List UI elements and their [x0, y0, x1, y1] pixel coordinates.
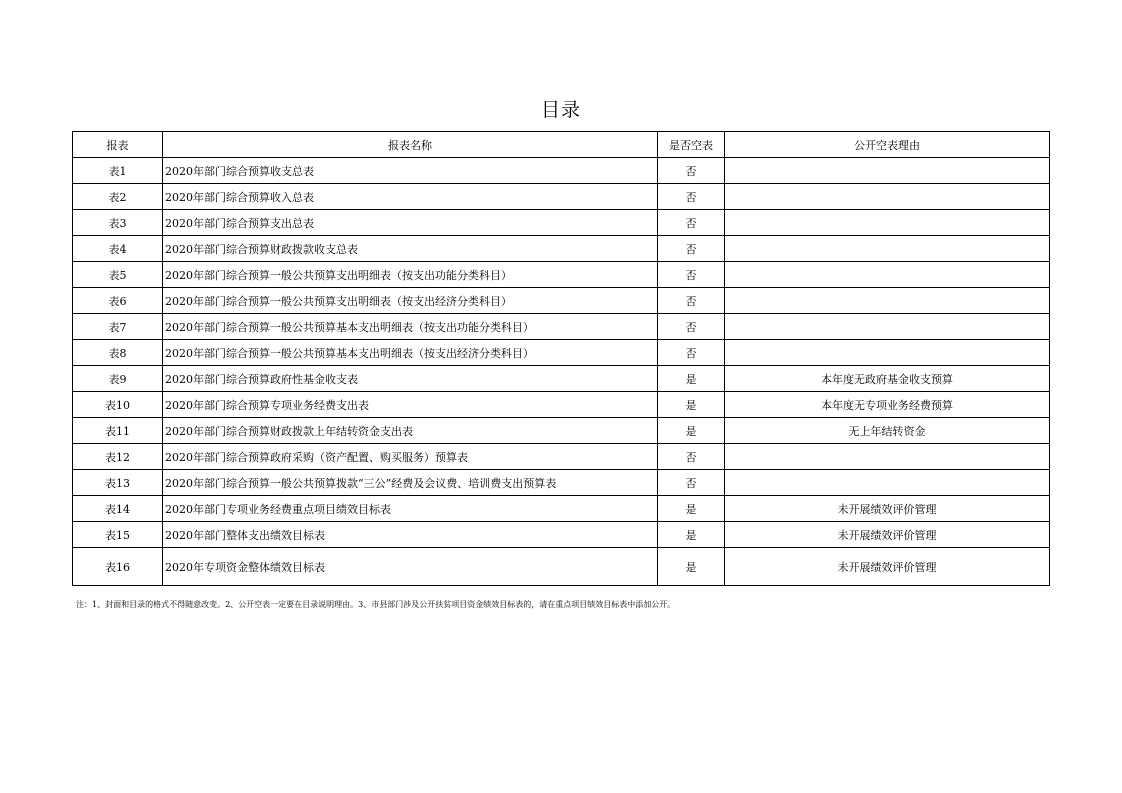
cell-is-empty: 否: [658, 184, 725, 210]
cell-is-empty: 是: [658, 496, 725, 522]
table-row: [73, 366, 1050, 392]
cell-report-name: 2020年部门综合预算政府采购（资产配置、购买服务）预算表: [163, 444, 658, 470]
cell-empty-reason: 未开展绩效评价管理: [725, 548, 1050, 586]
cell-report-id: 表2: [73, 184, 163, 210]
table-header-row: [73, 132, 1050, 158]
cell-report-id: 表13: [73, 470, 163, 496]
cell-report-name: 2020年部门综合预算收入总表: [163, 184, 658, 210]
cell-report-name: 2020年部门综合预算一般公共预算支出明细表（按支出功能分类科目）: [163, 262, 658, 288]
cell-report-name: 2020年部门综合预算收支总表: [163, 158, 658, 184]
cell-empty-reason: 本年度无政府基金收支预算: [725, 366, 1050, 392]
cell-empty-reason: [725, 314, 1050, 340]
cell-report-id: 表11: [73, 418, 163, 444]
table-row: [73, 522, 1050, 548]
cell-report-name: 2020年部门综合预算支出总表: [163, 210, 658, 236]
header-empty-reason: 公开空表理由: [725, 132, 1050, 158]
cell-report-name: 2020年部门综合预算财政拨款收支总表: [163, 236, 658, 262]
cell-empty-reason: [725, 444, 1050, 470]
cell-empty-reason: [725, 262, 1050, 288]
cell-report-name: 2020年部门综合预算一般公共预算支出明细表（按支出经济分类科目）: [163, 288, 658, 314]
cell-is-empty: 否: [658, 262, 725, 288]
cell-report-id: 表5: [73, 262, 163, 288]
cell-is-empty: 是: [658, 392, 725, 418]
cell-is-empty: 否: [658, 444, 725, 470]
table-row: [73, 548, 1050, 586]
table-row: [73, 496, 1050, 522]
cell-is-empty: 是: [658, 522, 725, 548]
cell-report-id: 表15: [73, 522, 163, 548]
cell-empty-reason: 本年度无专项业务经费预算: [725, 392, 1050, 418]
table-row: [73, 210, 1050, 236]
cell-report-id: 表3: [73, 210, 163, 236]
table-row: [73, 392, 1050, 418]
cell-report-id: 表12: [73, 444, 163, 470]
table-row: [73, 236, 1050, 262]
table-body: [73, 158, 1050, 586]
cell-report-name: 2020年部门综合预算专项业务经费支出表: [163, 392, 658, 418]
table-row: [73, 262, 1050, 288]
cell-is-empty: 是: [658, 418, 725, 444]
cell-empty-reason: [725, 470, 1050, 496]
table-row: [73, 444, 1050, 470]
cell-report-id: 表9: [73, 366, 163, 392]
cell-empty-reason: 未开展绩效评价管理: [725, 496, 1050, 522]
cell-report-id: 表16: [73, 548, 163, 586]
cell-is-empty: 是: [658, 548, 725, 586]
header-report: 报表: [73, 132, 163, 158]
cell-is-empty: 否: [658, 314, 725, 340]
cell-is-empty: 否: [658, 236, 725, 262]
cell-report-id: 表10: [73, 392, 163, 418]
cell-empty-reason: 未开展绩效评价管理: [725, 522, 1050, 548]
cell-report-name: 2020年部门整体支出绩效目标表: [163, 522, 658, 548]
table-row: [73, 158, 1050, 184]
header-report-name: 报表名称: [163, 132, 658, 158]
cell-empty-reason: [725, 236, 1050, 262]
table-row: [73, 184, 1050, 210]
cell-report-name: 2020年专项资金整体绩效目标表: [163, 548, 658, 586]
cell-report-name: 2020年部门专项业务经费重点项目绩效目标表: [163, 496, 658, 522]
cell-empty-reason: [725, 184, 1050, 210]
table-of-contents: [72, 131, 1050, 586]
cell-is-empty: 否: [658, 470, 725, 496]
header-is-empty: 是否空表: [658, 132, 725, 158]
cell-report-id: 表14: [73, 496, 163, 522]
table-row: [73, 288, 1050, 314]
cell-report-name: 2020年部门综合预算财政拨款上年结转资金支出表: [163, 418, 658, 444]
cell-report-id: 表6: [73, 288, 163, 314]
page-title: 目录: [540, 99, 581, 121]
cell-is-empty: 是: [658, 366, 725, 392]
cell-report-id: 表7: [73, 314, 163, 340]
cell-empty-reason: [725, 288, 1050, 314]
cell-empty-reason: [725, 210, 1050, 236]
cell-empty-reason: 无上年结转资金: [725, 418, 1050, 444]
cell-report-name: 2020年部门综合预算一般公共预算基本支出明细表（按支出经济分类科目）: [163, 340, 658, 366]
cell-empty-reason: [725, 158, 1050, 184]
table-row: [73, 340, 1050, 366]
cell-is-empty: 否: [658, 340, 725, 366]
cell-report-name: 2020年部门综合预算政府性基金收支表: [163, 366, 658, 392]
table-row: [73, 470, 1050, 496]
cell-is-empty: 否: [658, 158, 725, 184]
cell-is-empty: 否: [658, 288, 725, 314]
footnote: 注：1、封面和目录的格式不得随意改变。2、公开空表一定要在目录说明理由。3、市县部门涉及公开扶贫项目资金绩效目标表的，请在重点项目绩效目标表中添加公开。: [76, 600, 676, 609]
cell-is-empty: 否: [658, 210, 725, 236]
table-row: [73, 314, 1050, 340]
cell-report-id: 表8: [73, 340, 163, 366]
cell-report-id: 表4: [73, 236, 163, 262]
cell-report-name: 2020年部门综合预算一般公共预算基本支出明细表（按支出功能分类科目）: [163, 314, 658, 340]
cell-empty-reason: [725, 340, 1050, 366]
cell-report-name: 2020年部门综合预算一般公共预算拨款“三公”经费及会议费、培训费支出预算表: [163, 470, 658, 496]
table-row: [73, 418, 1050, 444]
cell-report-id: 表1: [73, 158, 163, 184]
